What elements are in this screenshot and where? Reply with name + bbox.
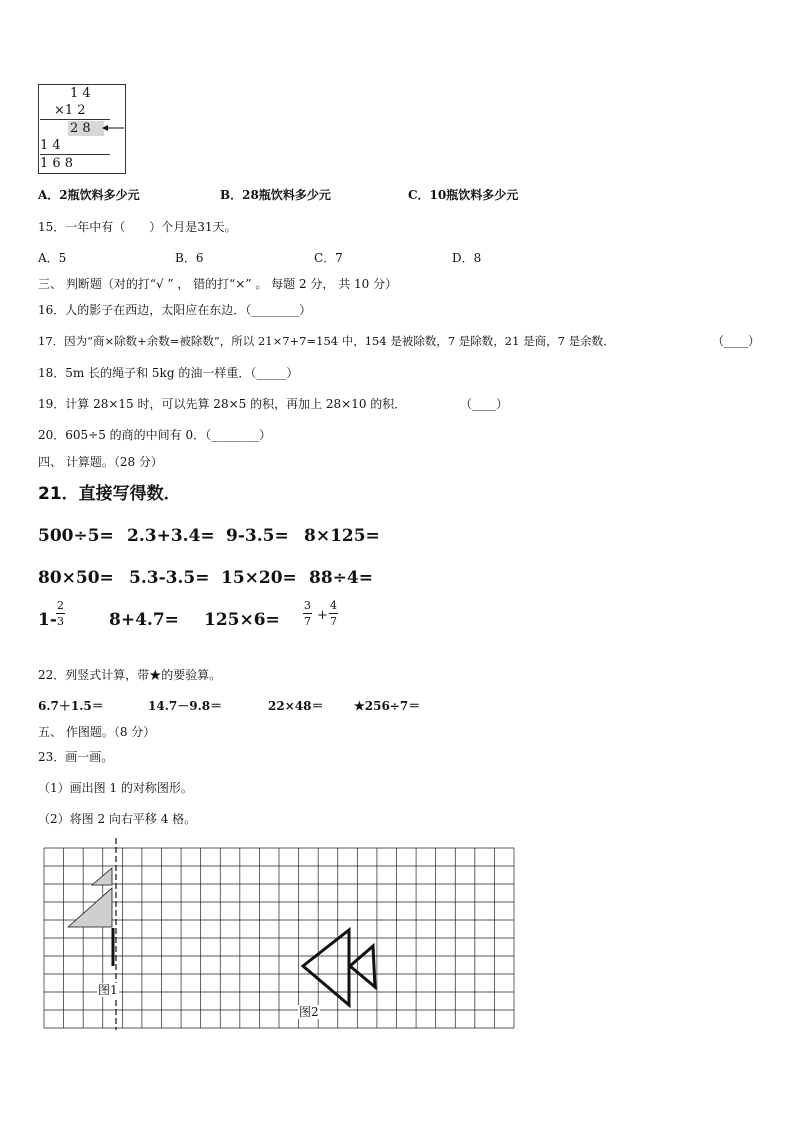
calc-r3-c1-prefix: 1- bbox=[38, 610, 57, 630]
q14-option-b: B．28瓶饮料多少元 bbox=[220, 188, 331, 202]
q15-option-a: A．5 bbox=[38, 251, 67, 265]
figure1-small-triangle bbox=[92, 868, 112, 885]
q23-title: 23．画一画。 bbox=[38, 750, 114, 764]
q15-option-c: C．7 bbox=[314, 251, 343, 265]
vertical-row-3: 2 8 bbox=[70, 121, 91, 136]
section5-title: 五、 作图题。（8 分） bbox=[38, 725, 156, 739]
q18: 18．5m 长的绳子和 5kg 的油一样重．（_____） bbox=[38, 366, 299, 380]
q20: 20．605÷5 的商的中间有 0．（________） bbox=[38, 428, 272, 442]
calc-r3-c2: 8+4.7= bbox=[109, 610, 179, 630]
q22-item-1: 6.7＋1.5＝ bbox=[38, 699, 104, 713]
q22-title: 22．列竖式计算，带★的要验算。 bbox=[38, 668, 222, 682]
q22-item-2: 14.7－9.8＝ bbox=[148, 699, 223, 713]
q15-option-b: B．6 bbox=[175, 251, 204, 265]
fraction-numerator: 3 bbox=[304, 599, 311, 612]
figure1-large-triangle bbox=[68, 888, 112, 927]
calc-r1-c3: 9-3.5= bbox=[226, 526, 289, 546]
calc-r2-c2: 5.3-3.5= bbox=[129, 568, 210, 588]
q14-option-a: A．2瓶饮料多少元 bbox=[38, 188, 140, 202]
calc-r1-c4: 8×125= bbox=[304, 526, 380, 546]
section4-title: 四、 计算题。（28 分） bbox=[38, 455, 163, 469]
q19-blank: （____） bbox=[460, 397, 509, 411]
q19: 19．计算 28×15 时，可以先算 28×5 的积，再加上 28×10 的积． bbox=[38, 397, 407, 411]
fraction-numerator: 4 bbox=[330, 599, 337, 612]
calc-r1-c2: 2.3+3.4= bbox=[127, 526, 215, 546]
q22-item-4: ★256÷7＝ bbox=[354, 699, 421, 713]
q17-blank: （____） bbox=[712, 334, 761, 348]
q15-question: 15．一年中有（ ）个月是31天。 bbox=[38, 220, 237, 234]
q16: 16．人的影子在西边，太阳应在东边．（________） bbox=[38, 303, 312, 317]
figure2-small-triangle bbox=[350, 946, 375, 987]
q23-part-1: （1）画出图 1 的对称图形。 bbox=[38, 781, 193, 795]
calc-r2-c4: 88÷4= bbox=[309, 568, 373, 588]
vertical-row-1: 1 4 bbox=[70, 86, 91, 101]
q15-option-d: D．8 bbox=[452, 251, 482, 265]
figure2-label: 图2 bbox=[299, 1005, 319, 1019]
fraction-numerator: 2 bbox=[57, 599, 64, 612]
vertical-row-4: 1 4 bbox=[40, 138, 61, 153]
figure2-big-triangle bbox=[303, 930, 349, 1005]
q23-part-2: （2）将图 2 向右平移 4 格。 bbox=[38, 812, 197, 826]
calc-r2-c1: 80×50= bbox=[38, 568, 114, 588]
calc-r2-c3: 15×20= bbox=[221, 568, 297, 588]
fraction-denominator: 3 bbox=[57, 615, 64, 628]
calc-r1-c1: 500÷5= bbox=[38, 526, 114, 546]
vertical-row-5: 1 6 8 bbox=[40, 156, 74, 171]
section3-title: 三、 判断题（对的打“√ ” ， 错的打“×” 。 每题 2 分， 共 10 分） bbox=[38, 277, 398, 291]
vertical-row-2: ×1 2 bbox=[54, 103, 86, 118]
q14-option-c: C．10瓶饮料多少元 bbox=[408, 188, 519, 202]
fraction-denominator: 7 bbox=[304, 615, 311, 628]
calc-r3-c3: 125×6= bbox=[204, 610, 280, 630]
figure1-label: 图1 bbox=[98, 983, 118, 997]
q17: 17．因为“商×除数+余数=被除数”，所以 21×7+7=154 中，154 是被除数，7 是除数，21 是商，7 是余数． bbox=[38, 334, 615, 348]
q22-item-3: 22×48＝ bbox=[268, 699, 324, 713]
plus-sign: + bbox=[317, 608, 328, 623]
fraction-denominator: 7 bbox=[330, 615, 337, 628]
q21-title: 21．直接写得数． bbox=[38, 484, 181, 504]
